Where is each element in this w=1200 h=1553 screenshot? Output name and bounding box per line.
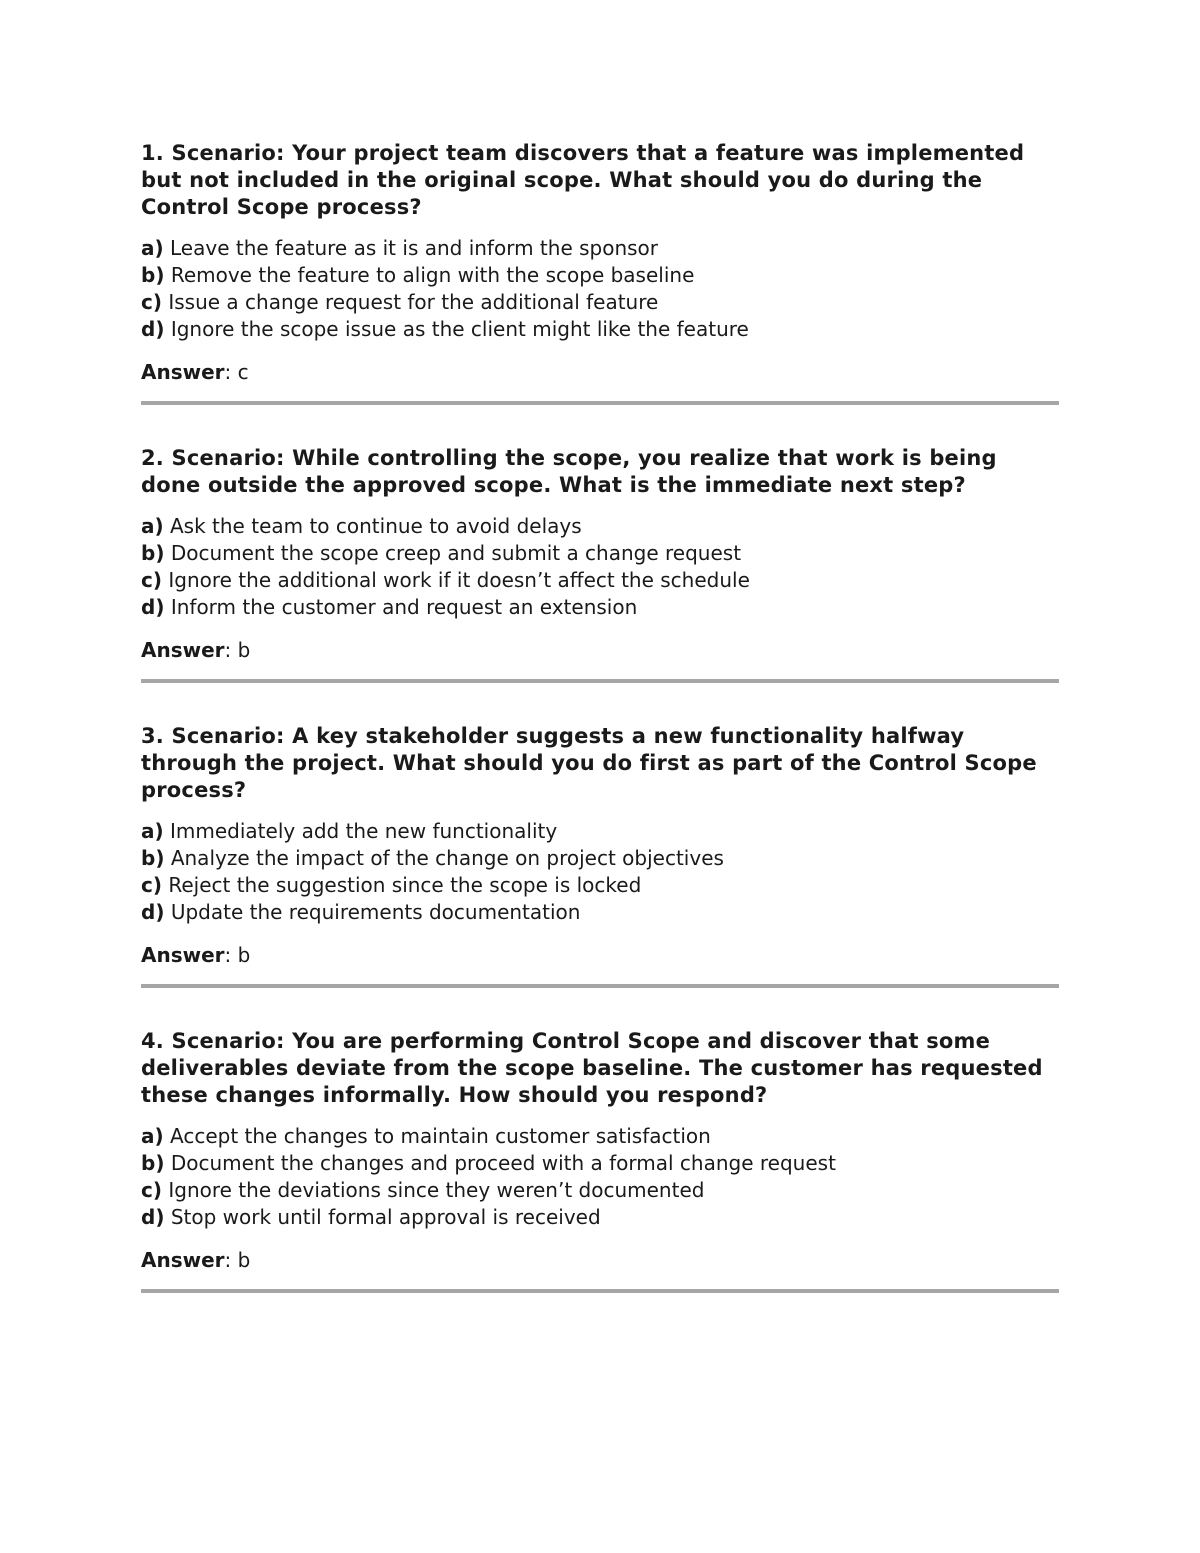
options-list [141,235,1059,343]
option-letter: a) [141,236,164,260]
question-body: Scenario: While controlling the scope, you realize that work is being done outside the approved scope. What is the immediate next step? [141,446,997,497]
answer-line: Answer: c [141,360,249,384]
option-text: Remove the feature to align with the scope baseline [170,263,695,287]
question-body: Scenario: A key stakeholder suggests a new functionality halfway through the project. What should you do first as part of the Control Scope process? [141,724,1037,802]
option-letter: b) [141,541,165,565]
option-text: Inform the customer and request an extension [170,595,638,619]
option-letter: c) [141,873,162,897]
option-d [141,1204,1059,1231]
option-letter: d) [141,595,165,619]
option-text: Analyze the impact of the change on project objectives [170,846,724,870]
option-text: Issue a change request for the additional feature [168,290,659,314]
option-letter: b) [141,263,165,287]
question-number: 1. [141,141,164,165]
option-d [141,316,1059,343]
question-number: 2. [141,446,164,470]
options-list [141,1123,1059,1231]
option-b [141,540,1059,567]
option-text: Immediately add the new functionality [170,819,558,843]
answer-line: Answer: b [141,943,251,967]
option-letter: a) [141,1124,164,1148]
answer-value: b [237,943,251,967]
option-letter: a) [141,819,164,843]
option-letter: a) [141,514,164,538]
option-text: Ask the team to continue to avoid delays [170,514,582,538]
question-text [141,1028,1059,1109]
option-c [141,872,1059,899]
option-text: Reject the suggestion since the scope is locked [168,873,642,897]
option-d [141,594,1059,621]
option-letter: c) [141,1178,162,1202]
answer-label: Answer [141,360,225,384]
option-letter: c) [141,290,162,314]
answer-value: c [237,360,249,384]
document-page [141,140,1059,1333]
option-c [141,289,1059,316]
option-text: Ignore the scope issue as the client might like the feature [170,317,749,341]
question-body: Scenario: You are performing Control Scope and discover that some deliverables deviate from the scope baseline. The customer has requested these changes informally. How should you respond? [141,1029,1043,1107]
question-block-3 [141,723,1059,988]
answer-line: Answer: b [141,1248,251,1272]
question-body: Scenario: Your project team discovers that a feature was implemented but not included in the original scope. What should you do during the Control Scope process? [141,141,1025,219]
divider [141,679,1059,683]
option-text: Update the requirements documentation [170,900,581,924]
answer-label: Answer [141,943,225,967]
option-a [141,513,1059,540]
option-a [141,1123,1059,1150]
divider [141,1289,1059,1293]
option-text: Leave the feature as it is and inform the sponsor [170,236,659,260]
option-c [141,567,1059,594]
answer-value: b [237,638,251,662]
option-text: Ignore the deviations since they weren’t documented [168,1178,705,1202]
option-b [141,845,1059,872]
answer-value: b [237,1248,251,1272]
question-text [141,140,1059,221]
option-letter: d) [141,1205,165,1229]
answer-line: Answer: b [141,638,251,662]
question-number: 3. [141,724,164,748]
option-letter: b) [141,1151,165,1175]
option-a [141,818,1059,845]
option-d [141,899,1059,926]
question-number: 4. [141,1029,164,1053]
answer-label: Answer [141,638,225,662]
question-block-1 [141,140,1059,405]
option-letter: b) [141,846,165,870]
options-list [141,513,1059,621]
option-letter: d) [141,900,165,924]
options-list [141,818,1059,926]
question-block-2 [141,445,1059,683]
option-b [141,262,1059,289]
option-text: Accept the changes to maintain customer satisfaction [170,1124,711,1148]
divider [141,401,1059,405]
option-letter: c) [141,568,162,592]
divider [141,984,1059,988]
option-text: Document the scope creep and submit a change request [170,541,742,565]
option-b [141,1150,1059,1177]
option-c [141,1177,1059,1204]
question-text [141,723,1059,804]
question-text [141,445,1059,499]
option-text: Stop work until formal approval is received [170,1205,601,1229]
option-text: Document the changes and proceed with a formal change request [170,1151,836,1175]
option-text: Ignore the additional work if it doesn’t affect the schedule [168,568,750,592]
option-a [141,235,1059,262]
answer-label: Answer [141,1248,225,1272]
option-letter: d) [141,317,165,341]
question-block-4 [141,1028,1059,1293]
